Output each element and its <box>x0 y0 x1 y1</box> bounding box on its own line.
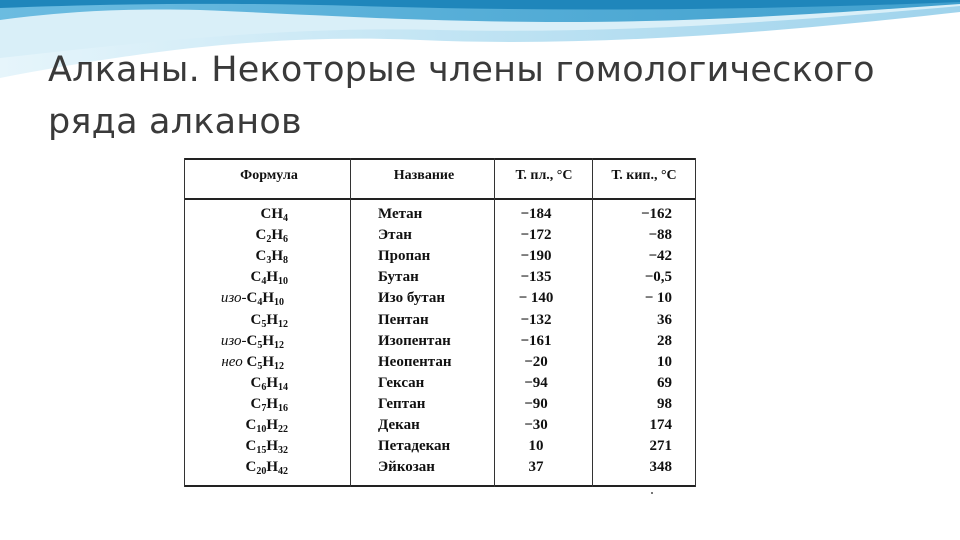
formula-hydrogen: H <box>266 395 278 412</box>
header-boiling-point: Т. кип., °С <box>611 168 677 183</box>
formula-carbon: C <box>250 395 262 412</box>
melting-point-cell: −20 <box>524 353 548 370</box>
formula-carbon: C <box>246 353 258 370</box>
formula-hydrogen-count: 12 <box>278 318 288 330</box>
formula-carbon-count: 4 <box>257 297 263 309</box>
name-cell: Неопентан <box>378 353 452 370</box>
formula-hydrogen: H <box>262 332 274 349</box>
formula-hydrogen-count: 6 <box>283 234 288 246</box>
formula-cell <box>128 459 288 477</box>
table-row <box>184 375 696 396</box>
formula-cell <box>124 290 284 308</box>
formula-carbon: C <box>245 417 257 433</box>
formula-carbon: C <box>250 374 262 391</box>
formula-prefix: изо- <box>220 290 247 307</box>
formula-cell <box>128 206 288 224</box>
boiling-point-cell: 271 <box>649 438 672 455</box>
formula-carbon-count: 5 <box>257 339 263 351</box>
table-row <box>184 269 696 290</box>
formula-cell <box>128 396 288 414</box>
boiling-point-cell: 36 <box>657 311 672 328</box>
name-cell: Пропан <box>378 248 431 265</box>
formula-hydrogen-count: 8 <box>283 255 288 267</box>
header-melting-point: Т. пл., °С <box>515 168 573 183</box>
boiling-point-cell: 69 <box>657 374 672 391</box>
formula-prefix: изо- <box>220 332 247 349</box>
formula-hydrogen-count: 22 <box>278 424 288 435</box>
table-row <box>184 438 696 459</box>
formula-hydrogen: H <box>266 374 278 391</box>
slide-title: Алканы. Некоторые члены гомологического ряда алканов <box>48 50 875 142</box>
formula-cell <box>128 438 288 456</box>
stray-dot <box>651 492 653 494</box>
table-row <box>184 396 696 417</box>
table-header-border <box>184 198 696 200</box>
boiling-point-cell: −42 <box>648 248 672 265</box>
formula-hydrogen-count: 16 <box>278 402 288 414</box>
name-cell: Этан <box>378 227 412 244</box>
table-row <box>184 459 696 480</box>
formula-carbon-count: 7 <box>261 402 267 414</box>
formula-cell <box>128 375 288 393</box>
boiling-point-cell: − 10 <box>644 290 672 307</box>
formula-carbon-count: 15 <box>256 445 267 457</box>
melting-point-cell: −172 <box>520 227 552 244</box>
formula-cell <box>128 227 288 245</box>
melting-point-cell: −30 <box>524 417 548 433</box>
name-cell: Изо бутан <box>378 290 445 307</box>
name-cell: Изопентан <box>378 332 451 349</box>
formula-hydrogen: H <box>262 290 274 307</box>
melting-point-cell: −184 <box>520 206 552 222</box>
formula-cell <box>128 417 288 435</box>
boiling-point-cell: 10 <box>657 353 672 370</box>
table-row <box>184 333 696 354</box>
formula-carbon: C <box>255 227 267 244</box>
table-row <box>184 206 696 227</box>
formula-carbon: C <box>246 332 258 349</box>
formula-carbon: C <box>246 290 258 307</box>
formula-hydrogen: H <box>262 353 274 370</box>
formula-cell <box>128 269 288 287</box>
formula-carbon: CH <box>260 206 283 222</box>
header-name: Название <box>393 168 455 183</box>
formula-prefix: нео <box>221 353 247 370</box>
formula-carbon-count: 4 <box>261 276 267 288</box>
melting-point-cell: − 140 <box>518 290 554 307</box>
header-formula: Формула <box>240 168 298 183</box>
formula-hydrogen: H <box>266 269 278 286</box>
formula-hydrogen-count: 4 <box>283 213 288 224</box>
formula-carbon: C <box>255 248 267 265</box>
formula-cell <box>128 248 288 266</box>
formula-hydrogen: H <box>271 248 283 265</box>
formula-hydrogen-count: 32 <box>278 445 288 457</box>
formula-carbon: C <box>250 269 262 286</box>
formula-hydrogen: H <box>266 417 278 433</box>
formula-cell <box>128 312 288 330</box>
formula-carbon: C <box>245 459 257 476</box>
table-row <box>184 354 696 375</box>
formula-carbon-count: 10 <box>256 424 267 435</box>
formula-carbon-count: 6 <box>261 381 267 393</box>
formula-hydrogen: H <box>266 459 278 476</box>
formula-carbon-count: 5 <box>257 360 263 372</box>
formula-carbon-count: 3 <box>266 255 272 267</box>
formula-hydrogen-count: 12 <box>274 360 284 372</box>
name-cell: Пентан <box>378 311 429 328</box>
formula-hydrogen-count: 42 <box>278 466 288 478</box>
name-cell: Декан <box>378 417 420 433</box>
formula-carbon-count: 2 <box>266 234 272 246</box>
boiling-point-cell: 28 <box>657 332 672 349</box>
table-row <box>184 248 696 269</box>
formula-hydrogen: H <box>271 227 283 244</box>
boiling-point-cell: −0,5 <box>644 269 672 286</box>
melting-point-cell: 10 <box>528 438 544 455</box>
name-cell: Петадекан <box>378 438 451 455</box>
boiling-point-cell: −88 <box>648 227 672 244</box>
table-row <box>184 417 696 438</box>
boiling-point-cell: 174 <box>649 417 672 433</box>
name-cell: Эйкозан <box>378 459 435 476</box>
table-bottom-border <box>184 485 696 487</box>
melting-point-cell: −94 <box>524 374 548 391</box>
melting-point-cell: 37 <box>528 459 544 476</box>
boiling-point-cell: 98 <box>657 395 672 412</box>
melting-point-cell: −90 <box>524 395 548 412</box>
formula-hydrogen-count: 14 <box>278 381 288 393</box>
formula-hydrogen: H <box>266 311 278 328</box>
table-row <box>184 312 696 333</box>
melting-point-cell: −161 <box>520 332 552 349</box>
melting-point-cell: −132 <box>520 311 552 328</box>
formula-carbon: C <box>250 311 262 328</box>
formula-carbon-count: 5 <box>261 318 267 330</box>
table-top-border <box>184 158 696 160</box>
table-row <box>184 290 696 311</box>
formula-carbon: C <box>245 438 257 455</box>
alkanes-table <box>184 158 696 488</box>
table-row <box>184 227 696 248</box>
melting-point-cell: −190 <box>520 248 552 265</box>
formula-hydrogen-count: 10 <box>278 276 288 288</box>
formula-cell <box>124 333 284 351</box>
name-cell: Гептан <box>378 395 426 412</box>
formula-carbon-count: 20 <box>256 466 267 478</box>
formula-hydrogen-count: 12 <box>274 339 284 351</box>
name-cell: Метан <box>378 206 423 222</box>
boiling-point-cell: 348 <box>649 459 672 476</box>
formula-cell <box>124 354 284 372</box>
formula-hydrogen-count: 10 <box>274 297 284 309</box>
name-cell: Гексан <box>378 374 425 391</box>
name-cell: Бутан <box>378 269 419 286</box>
boiling-point-cell: −162 <box>640 206 672 222</box>
formula-hydrogen: H <box>266 438 278 455</box>
melting-point-cell: −135 <box>520 269 552 286</box>
